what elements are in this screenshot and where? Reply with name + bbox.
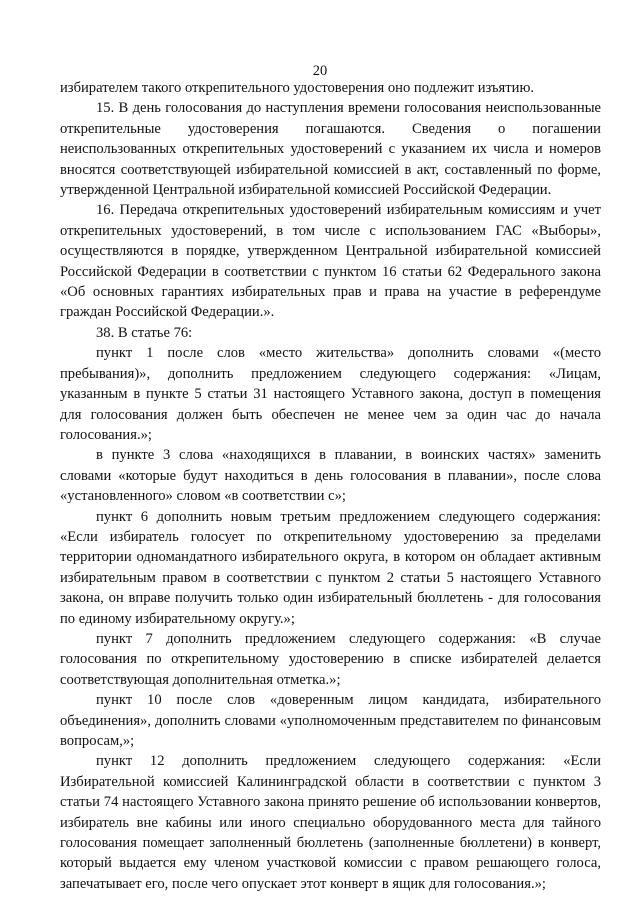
paragraph-item-15: 15. В день голосования до наступления времени голосования неиспользованные открепительные удостоверения погашаются. Сведения о погашении неиспользованных открепительных удостоверений с указанием их числа и номеров вносятся соответствующей избирательной комиссией в акт, составленный по форме, утвержденной Центральной избирательной комиссией Российской Федерации. (60, 100, 601, 199)
paragraph-punkt-12: пункт 12 дополнить предложением следующего содержания: «Если Избирательной комиссией Калининградской области в соответствии с пунктом 3 статьи 74 настоящего Уставного закона принято решение об использовании конвертов, избиратель вне кабины или иного специально оборудованного места для тайного голосования помещает заполненный бюллетень (заполненные бюллетени) в конверт, который выдается ему членом участковой комиссии с правом решающего голоса, запечатывает его, после чего опускает этот конверт в ящик для голосования.»; (60, 753, 601, 892)
document-body (60, 78, 601, 894)
page-number: 20 (312, 63, 328, 79)
paragraph-continuation: избирателем такого открепительного удостоверения оно подлежит изъятию. (60, 80, 535, 96)
paragraph-punkt-1: пункт 1 после слов «место жительства» дополнить словами «(место пребывания)», дополнить предложением следующего содержания: «Лицам, указанным в пункте 5 статьи 31 настоящего Уставного закона, доступ в помещения для голосования должен быть обеспечен не менее чем за один час до начала голосования.»; (60, 345, 601, 443)
paragraph-punkt-6: пункт 6 дополнить новым третьим предложением следующего содержания: «Если избиратель голосует по открепительному удостоверению за пределами территории одномандатного избирательного округа, в котором он обладает активным избирательным правом в соответствии с пунктом 2 статьи 5 настоящего Уставного закона, он вправе получить только один избирательный бюллетень - для голосования по единому избирательному округу.»; (60, 508, 601, 627)
paragraph-item-16: 16. Передача открепительных удостоверений избирательным комиссиям и учет открепительных удостоверений, в том числе с использованием ГАС «Выборы», осуществляются в порядке, утвержденном Центральной избирательной комиссией Российской Федерации в соответствии с пунктом 16 статьи 62 Федерального закона «Об основных гарантиях избирательных прав и права на участие в референдуме граждан Российской Федерации.». (60, 202, 601, 321)
paragraph-punkt-10: пункт 10 после слов «доверенным лицом кандидата, избирательного объединения», дополнить словами «уполномоченным представителем по финансовым вопросам,»; (60, 692, 601, 749)
paragraph-punkt-3: в пункте 3 слова «находящихся в плавании, в воинских частях» заменить словами «которые будут находиться в день голосования в плавании», после слова «установленного» словом «в соответствии с»; (60, 447, 601, 505)
paragraph-punkt-7: пункт 7 дополнить предложением следующего содержания: «В случае голосования по открепительному удостоверению в списке избирателей делается соответствующая дополнительная отметка.»; (60, 630, 601, 688)
paragraph-item-38: 38. В статье 76: (96, 324, 193, 341)
